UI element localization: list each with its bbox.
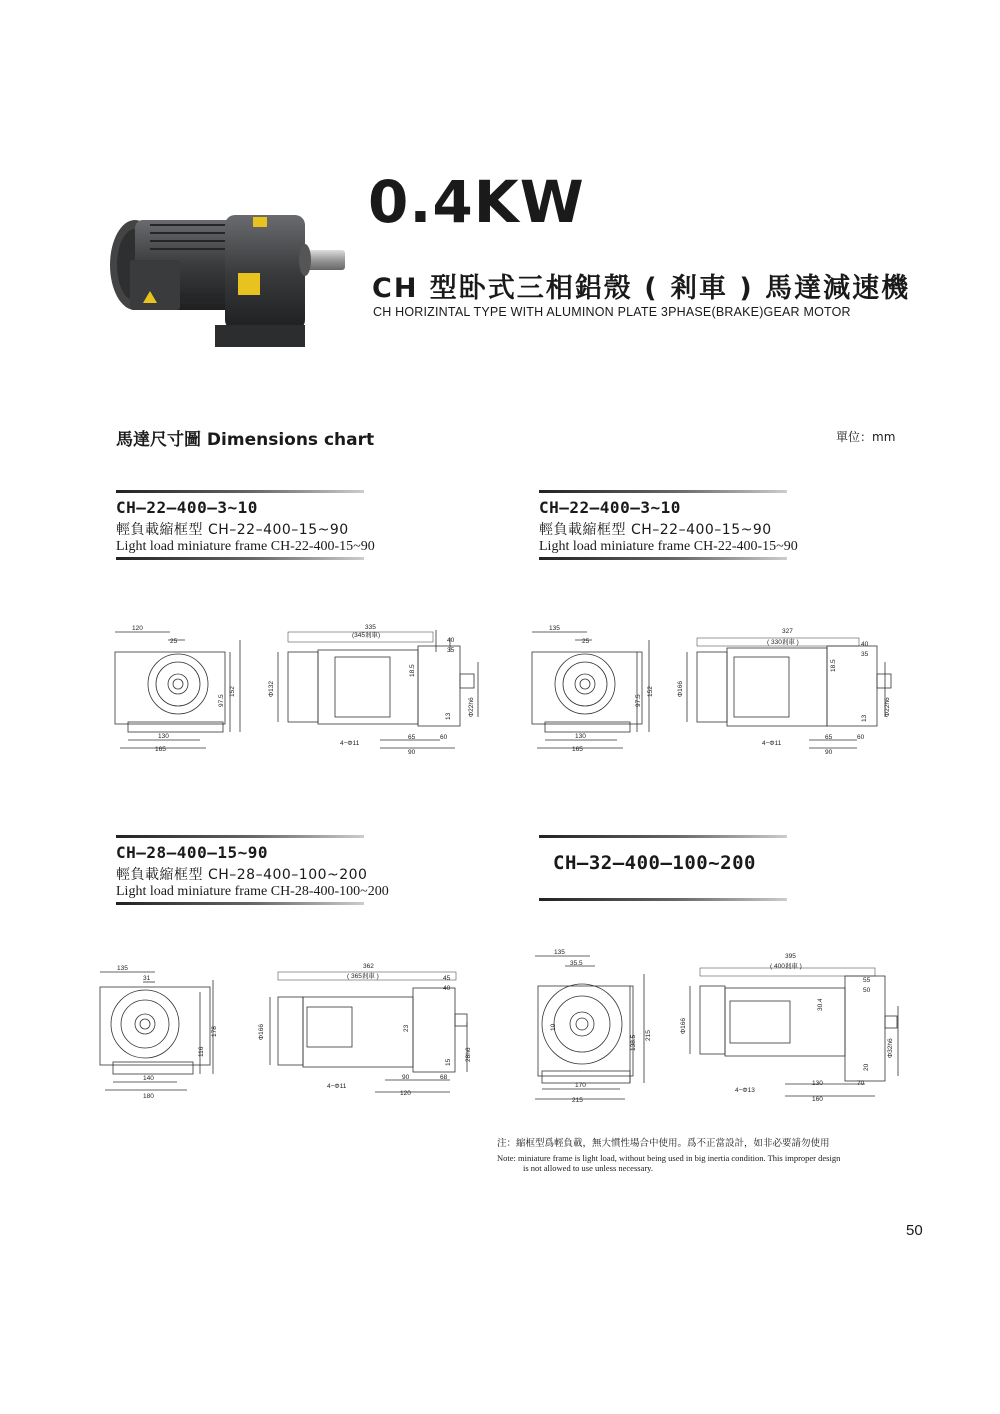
dim-h2: 152 [647,686,654,697]
section-header-1 [116,490,375,560]
dim-shaft: 25 [170,638,178,645]
dim-key: 30.4 [817,998,824,1011]
model-en: Light load miniature frame CH-28-400-100~200 [116,884,389,899]
model-cn: 輕負載縮框型 CH–22–400–15~90 [539,522,772,538]
dim-h2: 178 [211,1026,218,1037]
section-header-3 [116,835,389,905]
dim-h1: 97.5 [218,694,225,707]
dim-w2: 165 [155,746,166,753]
dim-b1: 65 [408,734,416,741]
model-en: Light load miniature frame CH-22-400-15~90 [539,539,798,554]
dim-shaft: 35.5 [570,960,583,967]
dim-h1: 138.5 [630,1034,637,1051]
dim-b3: 90 [408,749,416,756]
model-name: CH–22–400–3~10 [116,498,258,517]
unit-label: 單位：mm [836,430,896,444]
dim-h: 13 [445,712,452,720]
dim-v: 10 [550,1023,557,1031]
page-number: 50 [906,1222,923,1239]
dim-d2: 35 [861,651,869,658]
dim-d1: 40 [447,637,455,644]
dim-brake: ( 400剎車 ) [770,963,802,970]
dim-b2: 60 [857,734,865,741]
dim-key: 18.5 [409,664,416,677]
motor-photo [105,205,350,355]
dim-total: 395 [785,953,796,960]
dimension-drawing-2 [527,622,907,757]
section-header-4 [539,835,787,901]
dim-total: 335 [365,624,376,631]
dim-h1: 116 [198,1046,205,1057]
note-english-line2: is not allowed to use unless necessary. [523,1163,653,1173]
dim-shaft: 25 [582,638,590,645]
dim-dia: Φ132 [268,680,275,697]
dim-h: 15 [445,1058,452,1066]
dim-total: 327 [782,628,793,635]
dim-b2: 70 [857,1080,865,1087]
dim-shaft-dia: 28h6 [465,1047,472,1062]
dim-b3: 90 [825,749,833,756]
dim-top: 135 [117,965,128,972]
dim-h1: 97.5 [635,694,642,707]
dim-holes: 4−Φ13 [735,1087,755,1094]
title-chinese: CH 型卧式三相鋁殼 ( 剎車 ) 馬達減速機 [372,273,911,304]
dim-b1: 130 [812,1080,823,1087]
model-name: CH–22–400–3~10 [539,498,681,517]
dim-d2: 40 [443,985,451,992]
dim-key: 23 [403,1024,410,1032]
dim-holes: 4−Φ11 [327,1083,347,1090]
dim-dia: Φ166 [677,680,684,697]
dim-w2: 165 [572,746,583,753]
dim-d1: 45 [443,975,451,982]
dim-w1: 130 [575,733,586,740]
dim-b2: 60 [440,734,448,741]
dim-h: 20 [863,1063,870,1071]
note-chinese: 注：縮框型爲輕負載，無大慣性場合中使用。爲不正當設計，如非必要請勿使用 [497,1138,830,1149]
model-name: CH–32–400–100~200 [553,852,756,874]
model-name: CH–28–400–15~90 [116,843,268,862]
dim-b1: 65 [825,734,833,741]
dim-key: 18.5 [830,659,837,672]
dim-shaft: 31 [143,975,151,982]
title-english: CH HORIZINTAL TYPE WITH ALUMINON PLATE 3PHASE(BRAKE)GEAR MOTOR [373,305,851,319]
dimension-drawing-1 [110,622,490,757]
dim-b2: 68 [440,1074,448,1081]
dim-w2: 215 [572,1097,583,1104]
model-en: Light load miniature frame CH-22-400-15~90 [116,539,375,554]
note-english-line1: Note: miniature frame is light load, without being used in big inertia condition. This improper design [497,1153,841,1163]
dimension-drawing-3 [95,962,475,1102]
dim-total: 362 [363,963,374,970]
dim-brake: (345剎車) [352,632,381,639]
dimensions-heading: 馬達尺寸圖 Dimensions chart [116,430,375,450]
dim-h2: 215 [645,1030,652,1041]
dim-d1: 40 [861,641,869,648]
section-header-2 [539,490,798,560]
model-cn: 輕負載縮框型 CH–22–400–15~90 [116,522,349,538]
dim-brake: ( 330剎車 ) [767,639,799,646]
dim-w1: 140 [143,1075,154,1082]
dim-top: 120 [132,625,143,632]
dim-d2: 35 [447,647,455,654]
dim-shaft-dia: Φ32h6 [887,1038,894,1058]
dim-w2: 180 [143,1093,154,1100]
dim-shaft-dia: Φ22h6 [884,697,891,717]
dim-dia: Φ166 [680,1017,687,1034]
dim-holes: 4−Φ11 [340,740,360,747]
dim-brake: ( 365剎車 ) [347,973,379,980]
dim-dia: Φ166 [258,1023,265,1040]
dim-top: 135 [549,625,560,632]
model-cn: 輕負載縮框型 CH–28–400–100~200 [116,867,368,883]
dim-d1: 55 [863,977,871,984]
dim-holes: 4−Φ11 [762,740,782,747]
dim-b3: 160 [812,1096,823,1103]
note-english [497,1153,840,1173]
power-rating: 0.4KW [368,168,585,236]
dim-top: 135 [554,949,565,956]
dimension-drawing-4 [530,946,910,1106]
dim-h2: 152 [229,686,236,697]
dim-shaft-dia: Φ22h6 [468,697,475,717]
dim-d2: 50 [863,987,871,994]
dim-w1: 130 [158,733,169,740]
dim-b1: 90 [402,1074,410,1081]
dim-w1: 170 [575,1082,586,1089]
dim-b3: 120 [400,1090,411,1097]
dim-h: 13 [861,714,868,722]
